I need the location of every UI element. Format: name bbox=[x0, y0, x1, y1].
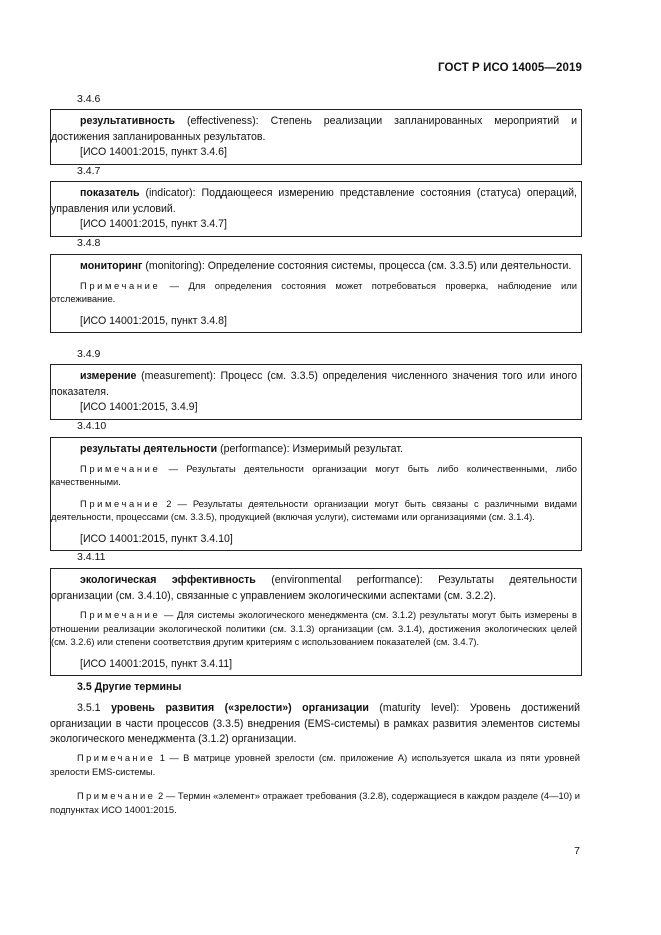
term-name: мониторинг bbox=[80, 260, 143, 272]
section-term-definition bbox=[50, 701, 580, 748]
definition-text: (monitoring): Определение состояния системы, процесса (см. 3.3.5) или деятельности. bbox=[142, 260, 572, 272]
page-number: 7 bbox=[574, 845, 580, 857]
term-reference: [ИСО 14001:2015, пункт 3.4.10] bbox=[80, 532, 233, 545]
term-box-3-4-11 bbox=[50, 568, 582, 676]
term-note bbox=[51, 462, 577, 489]
note-text: — Для системы экологического менеджмента (см. 3.1.2) результаты могут быть измерены в отношении реализации экологической политики (см. 3.1.3) организации (см. 3.1.4), достижения экологических целей (см. 3.2.6) или степени соответствия другим критериям с использованием показателей (см. 3.4.7). bbox=[51, 609, 577, 647]
term-box-3-4-10 bbox=[50, 437, 582, 551]
term-box-3-4-9 bbox=[50, 364, 582, 420]
definition-text: (effectiveness): Степень реализации запланированных мероприятий и достижения запланированных результатов. bbox=[51, 115, 577, 143]
note-label: Примечание bbox=[80, 609, 161, 620]
section-title: 3.5 Другие термины bbox=[77, 681, 182, 693]
term-name: экологическая эффективность bbox=[80, 574, 256, 586]
term-name: результаты деятельности bbox=[80, 443, 218, 455]
section-term-name: уровень развития («зрелости») организации bbox=[111, 702, 369, 714]
note-label: Примечание bbox=[77, 790, 156, 801]
section-note-2 bbox=[50, 789, 580, 816]
definition-text: (environmental performance): Результаты деятельности организации (см. 3.4.10), связанные с управлением экологическими аспектами (см. 3.2.2). bbox=[51, 574, 577, 602]
term-reference: [ИСО 14001:2015, пункт 3.4.8] bbox=[80, 314, 227, 327]
term-definition bbox=[51, 186, 577, 217]
term-reference: [ИСО 14001:2015, пункт 3.4.11] bbox=[80, 657, 233, 670]
term-box-3-4-8 bbox=[50, 254, 582, 333]
section-definition-text: (maturity level): Уровень достижений организации в части процессов (3.3.5) внедрения (EMS-системы) в рамках развития элементов системы экологического менеджмента (3.1.2) организации. bbox=[50, 702, 580, 745]
note-text: 1 — В матрице уровней зрелости (см. приложение А) используется шкала из пяти уровней зрелости EMS-системы. bbox=[50, 752, 580, 777]
term-name: результативность bbox=[80, 115, 176, 127]
term-box-3-4-7 bbox=[50, 181, 582, 237]
term-number: 3.4.9 bbox=[77, 348, 101, 360]
note-label: Примечание bbox=[80, 497, 161, 509]
document-code: ГОСТ Р ИСО 14005—2019 bbox=[437, 62, 582, 74]
note-label: Примечание bbox=[77, 752, 156, 763]
term-number: 3.4.10 bbox=[77, 420, 107, 432]
note-label: Примечание bbox=[80, 462, 161, 474]
section-note-1 bbox=[50, 751, 580, 778]
term-definition bbox=[51, 442, 577, 458]
note-text: 2 — Термин «элемент» отражает требования (3.2.8), содержащиеся в каждом разделе (4—10) и подпунктах ИСО 14001:2015. bbox=[50, 790, 580, 815]
note-label: Примечание bbox=[80, 279, 161, 291]
term-note bbox=[51, 497, 577, 524]
term-number: 3.4.8 bbox=[77, 237, 101, 249]
term-definition bbox=[51, 259, 577, 275]
definition-text: (indicator): Поддающееся измерению представление состояния (статуса) операций, управления или условий. bbox=[51, 187, 577, 215]
note-text: 2 — Результаты деятельности организации могут быть связаны с различными видами деятельности, процессами (см. 3.3.5), продукцией (включая услуги), системами или организациями (см. 3.1.4). bbox=[51, 497, 577, 522]
term-definition bbox=[51, 114, 577, 145]
term-number: 3.4.11 bbox=[77, 551, 106, 563]
term-note bbox=[51, 279, 577, 306]
term-name: измерение bbox=[80, 370, 137, 382]
note-text: — Для определения состояния может потребоваться проверка, наблюдение или отслеживание. bbox=[51, 279, 577, 304]
term-reference: [ИСО 14001:2015, 3.4.9] bbox=[80, 401, 198, 413]
term-definition bbox=[51, 573, 577, 604]
term-note bbox=[51, 608, 577, 649]
term-name: показатель bbox=[80, 187, 140, 199]
term-reference: [ИСО 14001:2015, пункт 3.4.7] bbox=[80, 218, 227, 230]
definition-text: (measurement): Процесс (см. 3.3.5) определения численного значения того или иного показателя. bbox=[51, 370, 577, 398]
note-text: — Результаты деятельности организации могут быть либо количественными, либо качественными. bbox=[51, 462, 577, 487]
definition-text: (performance): Измеримый результат. bbox=[217, 443, 403, 455]
term-reference: [ИСО 14001:2015, пункт 3.4.6] bbox=[80, 146, 227, 158]
term-definition bbox=[51, 369, 577, 400]
term-number: 3.4.6 bbox=[77, 93, 101, 105]
term-box-3-4-6 bbox=[50, 109, 582, 165]
term-number: 3.4.7 bbox=[77, 165, 101, 177]
section-term-number: 3.5.1 bbox=[77, 702, 101, 714]
